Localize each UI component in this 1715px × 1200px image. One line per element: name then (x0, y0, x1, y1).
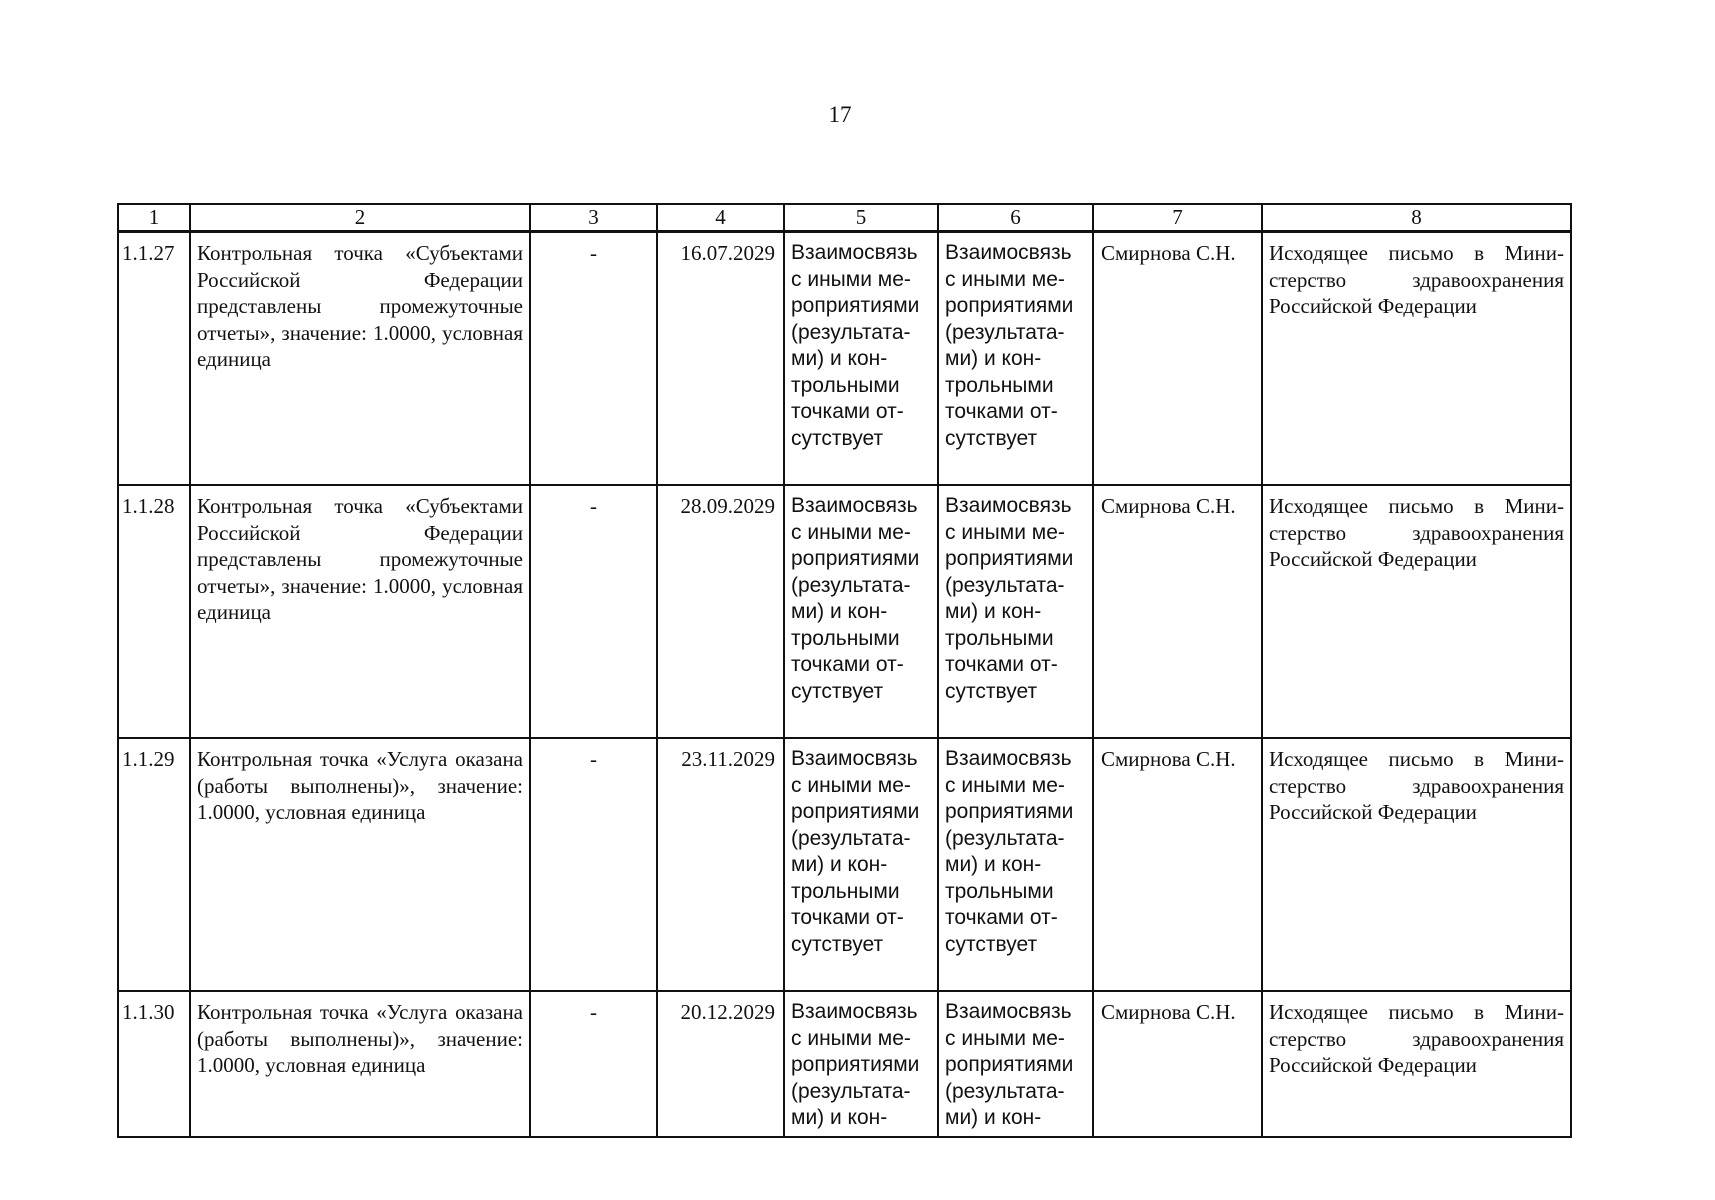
table-row (118, 232, 1571, 486)
col3-value: - (530, 232, 657, 486)
control-point-name: Контрольная точка «Субъектами Российской Федерации представлены промежуточные отчеты», значение: 1.0000, условная единица (190, 485, 530, 738)
table-row (118, 485, 1571, 738)
relation-text: Взаимосвязь с иными мероприятиями (результатами) и контрольными точками отсутствует (784, 738, 938, 991)
control-point-name: Контрольная точка «Субъектами Российской Федерации представлены промежуточные отчеты», значение: 1.0000, условная единица (190, 232, 530, 486)
row-number: 1.1.27 (118, 232, 190, 486)
document-type: Исходящее письмо в Министерство здравоохранения Российской Федерации (1262, 738, 1571, 991)
deadline-date: 28.09.2029 (657, 485, 784, 738)
header-cell: 6 (938, 204, 1093, 232)
header-cell: 5 (784, 204, 938, 232)
relation-text: Взаимосвязь с иными мероприятиями (результатами) и кон- (784, 991, 938, 1137)
header-cell: 2 (190, 204, 530, 232)
relation-text: Взаимосвязь с иными мероприятиями (результатами) и контрольными точками отсутствует (938, 738, 1093, 991)
responsible-person: Смирнова С.Н. (1093, 738, 1262, 991)
document-type: Исходящее письмо в Министерство здравоохранения Российской Федерации (1262, 991, 1571, 1137)
control-point-name: Контрольная точка «Услуга оказана (работы выполнены)», значение: 1.0000, условная единица (190, 991, 530, 1137)
table-row (118, 738, 1571, 991)
document-type: Исходящее письмо в Министерство здравоохранения Российской Федерации (1262, 232, 1571, 486)
relation-text: Взаимосвязь с иными мероприятиями (результатами) и контрольными точками отсутствует (784, 232, 938, 486)
relation-text: Взаимосвязь с иными мероприятиями (результатами) и контрольными точками отсутствует (938, 232, 1093, 486)
col3-value: - (530, 738, 657, 991)
header-cell: 8 (1262, 204, 1571, 232)
relation-text: Взаимосвязь с иными мероприятиями (результатами) и кон- (938, 991, 1093, 1137)
table-header-row (118, 204, 1571, 232)
col3-value: - (530, 991, 657, 1137)
responsible-person: Смирнова С.Н. (1093, 485, 1262, 738)
control-points-table (117, 203, 1572, 1138)
table-row (118, 991, 1571, 1137)
responsible-person: Смирнова С.Н. (1093, 232, 1262, 486)
header-cell: 7 (1093, 204, 1262, 232)
row-number: 1.1.30 (118, 991, 190, 1137)
deadline-date: 20.12.2029 (657, 991, 784, 1137)
control-point-name: Контрольная точка «Услуга оказана (работы выполнены)», значение: 1.0000, условная единица (190, 738, 530, 991)
row-number: 1.1.28 (118, 485, 190, 738)
relation-text: Взаимосвязь с иными мероприятиями (результатами) и контрольными точками отсутствует (938, 485, 1093, 738)
header-cell: 4 (657, 204, 784, 232)
page-number: 17 (828, 102, 852, 127)
col3-value: - (530, 485, 657, 738)
deadline-date: 16.07.2029 (657, 232, 784, 486)
header-cell: 1 (118, 204, 190, 232)
header-cell: 3 (530, 204, 657, 232)
document-type: Исходящее письмо в Министерство здравоохранения Российской Федерации (1262, 485, 1571, 738)
relation-text: Взаимосвязь с иными мероприятиями (результатами) и контрольными точками отсутствует (784, 485, 938, 738)
responsible-person: Смирнова С.Н. (1093, 991, 1262, 1137)
deadline-date: 23.11.2029 (657, 738, 784, 991)
row-number: 1.1.29 (118, 738, 190, 991)
